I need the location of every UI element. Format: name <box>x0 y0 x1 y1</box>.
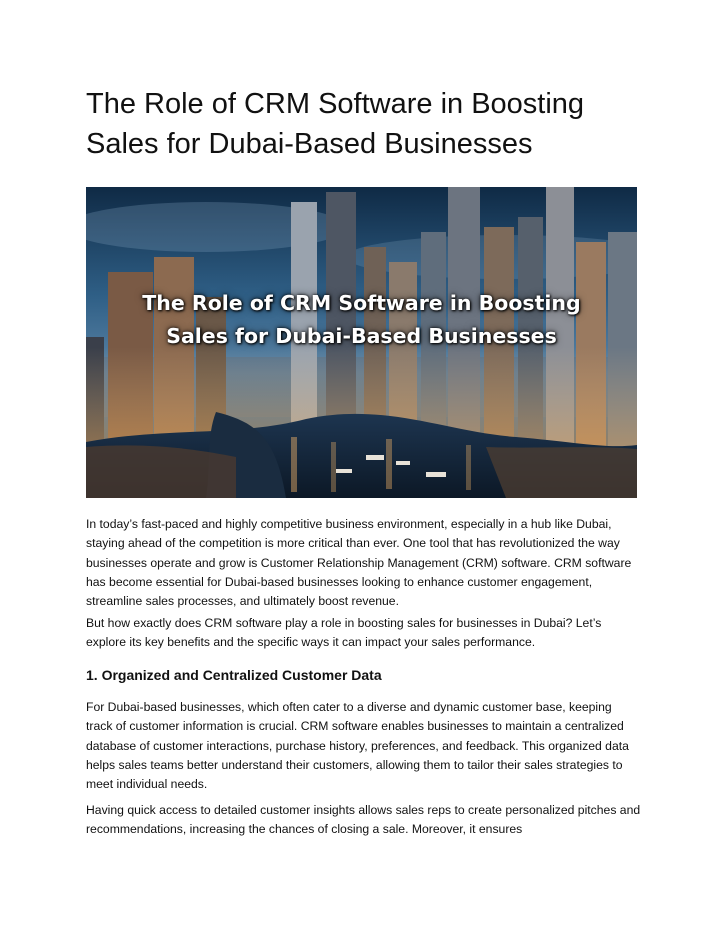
intro-paragraph: In today’s fast-paced and highly competitive business environment, especially in a hub like Dubai, staying ahead of the competition is more critical than ever. One tool that has revolutionized the way businesses operate and grow is Customer Relationship Management (CRM) software. CRM software has become essential for Dubai-based businesses looking to enhance customer engagement, streamline sales processes, and ultimately boost revenue. <box>86 517 632 609</box>
section-paragraph-continued: Having quick access to detailed customer insights allows sales reps to create personalized pitches and recommendations, increasing the chances of closing a sale. Moreover, it ensures <box>86 803 641 837</box>
page-title: The Role of CRM Software in Boosting Sales for Dubai-Based Businesses <box>86 88 585 160</box>
section-heading: 1. Organized and Centralized Customer Data <box>86 667 382 683</box>
hero-image-caption <box>86 287 637 353</box>
hero-caption-line-2: Sales for Dubai-Based Businesses <box>166 324 557 348</box>
hero-image <box>86 187 637 498</box>
section-paragraph: For Dubai-based businesses, which often cater to a diverse and dynamic customer base, keeping track of customer information is crucial. CRM software enables businesses to maintain a centralized database of customer interactions, purchase history, preferences, and feedback. This organized data helps sales teams better understand their customers, allowing them to tailor their sales strategies to meet individual needs. <box>86 700 629 792</box>
hero-caption-line-1: The Role of CRM Software in Boosting <box>142 291 581 315</box>
question-paragraph: But how exactly does CRM software play a role in boosting sales for businesses in Dubai? Let’s explore its key benefits and the specific ways it can impact your sales performance. <box>86 616 602 650</box>
